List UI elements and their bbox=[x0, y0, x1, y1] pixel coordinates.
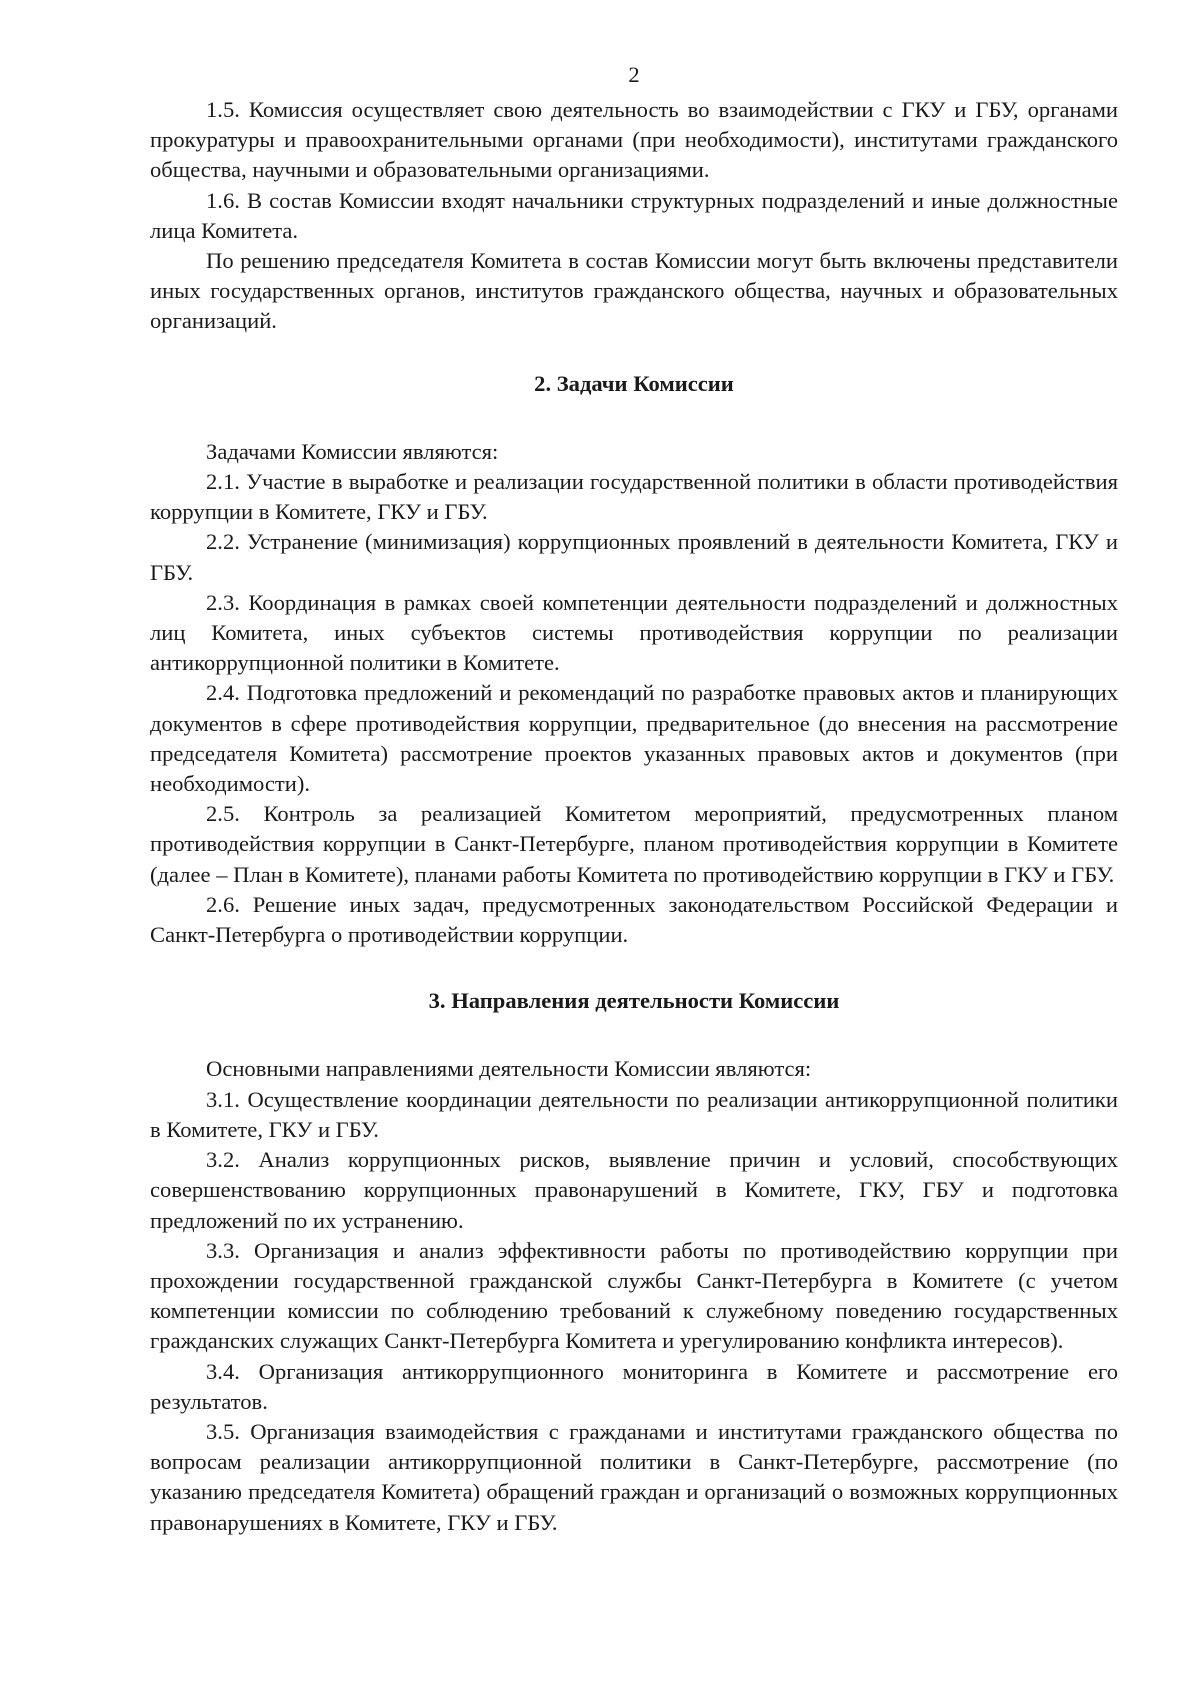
paragraph-3-2: 3.2. Анализ коррупционных рисков, выявление причин и условий, способствующих совершенствованию коррупционных правонарушений в Комитете, ГКУ, ГБУ и подготовка предложений по их устранению. bbox=[150, 1147, 1118, 1233]
paragraph-2-2: 2.2. Устранение (минимизация) коррупционных проявлений в деятельности Комитета, ГКУ и ГБУ. bbox=[150, 529, 1118, 585]
paragraph-2-5: 2.5. Контроль за реализацией Комитетом мероприятий, предусмотренных планом противодействия коррупции в Санкт-Петербурге, планом противодействия коррупции в Комитете (далее – План в Комитете), планами работы Комитета по противодействию коррупции в ГКУ и ГБУ. bbox=[150, 801, 1118, 887]
section-3-heading: 3. Направления деятельности Комиссии bbox=[428, 988, 840, 1014]
paragraph-3-5: 3.5. Организация взаимодействия с гражданами и институтами гражданского общества по вопросам реализации антикоррупционной политики в Санкт-Петербурге, рассмотрение (по указанию председателя Комитета) обращений граждан и организаций о возможных коррупционных правонарушениях в Комитете, ГКУ и ГБУ. bbox=[150, 1418, 1118, 1535]
section-2-heading: 2. Задачи Комиссии bbox=[534, 370, 734, 396]
paragraph-1-5: 1.5. Комиссия осуществляет свою деятельность во взаимодействии с ГКУ и ГБУ, органами прокуратуры и правоохранительными органами (при необходимости), институтами гражданского общества, научными и образовательными организациями. bbox=[150, 97, 1118, 183]
section-2-intro: Задачами Комиссии являются: bbox=[206, 438, 499, 464]
paragraph-2-6: 2.6. Решение иных задач, предусмотренных законодательством Российской Федерации и Санкт-Петербурга о противодействии коррупции. bbox=[150, 891, 1118, 948]
paragraph-3-1: 3.1. Осуществление координации деятельности по реализации антикоррупционной политики в Комитете, ГКУ и ГБУ. bbox=[150, 1086, 1118, 1142]
section-3-intro: Основными направлениями деятельности Комиссии являются: bbox=[206, 1056, 812, 1082]
paragraph-2-4: 2.4. Подготовка предложений и рекомендаций по разработке правовых актов и планирующих документов в сфере противодействия коррупции, предварительное (до внесения на рассмотрение председателя Комитета) рассмотрение проектов указанных правовых актов и документов (при необходимости). bbox=[150, 680, 1118, 797]
paragraph-1-6: 1.6. В состав Комиссии входят начальники структурных подразделений и иные должностные лица Комитета. bbox=[150, 187, 1118, 243]
paragraph-2-3: 2.3. Координация в рамках своей компетенции деятельности подразделений и должностных лиц Комитета, иных субъектов системы противодействия коррупции по реализации антикоррупционной политики в Комитете. bbox=[150, 589, 1118, 676]
document-page bbox=[150, 55, 1118, 1538]
paragraph-3-3: 3.3. Организация и анализ эффективности работы по противодействию коррупции при прохождении государственной гражданской службы Санкт-Петербурга в Комитете (с учетом компетенции комиссии по соблюдению требований к служебному поведению государственных гражданских служащих Санкт-Петербурга Комитета и урегулированию конфликта интересов). bbox=[150, 1237, 1118, 1354]
paragraph-1-6-note: По решению председателя Комитета в состав Комиссии могут быть включены представители иных государственных органов, институтов гражданского общества, научных и образовательных организаций. bbox=[150, 248, 1118, 334]
paragraph-2-1: 2.1. Участие в выработке и реализации государственной политики в области противодействия коррупции в Комитете, ГКУ и ГБУ. bbox=[150, 469, 1118, 525]
paragraph-3-4: 3.4. Организация антикоррупционного мониторинга в Комитете и рассмотрение его результатов. bbox=[150, 1358, 1118, 1414]
page-number: 2 bbox=[628, 62, 640, 87]
